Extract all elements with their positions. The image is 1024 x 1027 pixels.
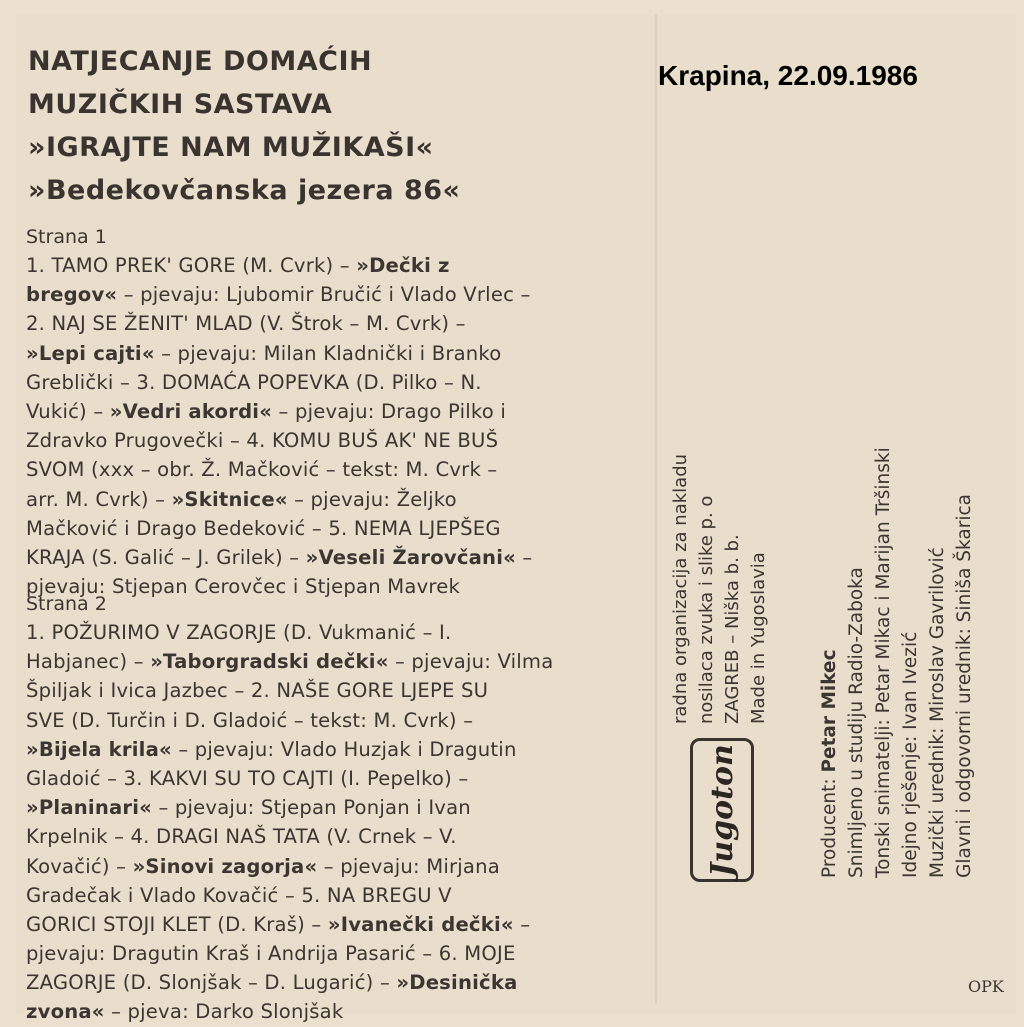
track-text: SVOM (xxx – obr. Ž. Mačković – tekst: M. Cvrk – <box>26 458 498 482</box>
track-text: SVE (D. Turčin i D. Gladoić – tekst: M. Cvrk) – <box>26 708 474 732</box>
track-text: – pjevaju: Željko <box>287 487 457 511</box>
printer-mark-icon <box>966 966 1004 1000</box>
track-line <box>26 397 532 426</box>
track-text: pjevaju: Dragutin Kraš i Andrija Pasarić – 6. MOJE <box>26 942 516 966</box>
track-line <box>26 514 532 543</box>
track-text: – pjevaju: Mirjana <box>317 854 500 878</box>
publisher-line: nosilaca zvuka i slike p. o <box>696 495 717 724</box>
track-text: – pjevaju: Stjepan Ponjan i Ivan <box>152 796 471 820</box>
band-name: zvona« <box>26 1000 105 1024</box>
producer-name: Petar Mikec <box>819 649 840 773</box>
track-line <box>26 735 553 764</box>
band-name: »Ivanečki dečki« <box>327 912 514 936</box>
band-name: »Bijela krila« <box>26 737 172 761</box>
producer-label: Producent: <box>819 772 840 878</box>
track-line <box>26 910 553 939</box>
credit-line: Snimljeno u studiju Radio-Zaboka <box>846 567 867 878</box>
track-line <box>26 251 532 280</box>
band-name: »Vedri akordi« <box>109 399 273 423</box>
track-line <box>26 309 532 338</box>
track-text: arr. M. Cvrk) – <box>26 487 172 511</box>
band-name: »Lepi cajti« <box>26 341 155 365</box>
track-line <box>26 881 553 910</box>
track-text: – pjeva: Darko Slonjšak <box>104 1000 344 1024</box>
track-line <box>26 968 553 997</box>
track-line <box>26 706 553 735</box>
side-2-tracklist <box>26 591 553 1027</box>
track-text: – pjevaju: Ljubomir Bručić i Vlado Vrlec – <box>117 283 531 307</box>
track-line <box>26 822 553 851</box>
track-line <box>26 368 532 397</box>
track-line <box>26 764 553 793</box>
band-name: »Taborgradski dečki« <box>150 650 389 674</box>
track-text: – pjevaju: Drago Pilko i <box>272 399 506 423</box>
track-text: Zdravko Prugovečki – 4. KOMU BUŠ AK' NE BUŠ <box>26 429 499 453</box>
side-1-label: Strana 1 <box>26 226 107 248</box>
track-line <box>26 852 553 881</box>
track-line <box>26 543 532 572</box>
band-name: »Planinari« <box>26 796 153 820</box>
band-name: »Desinička <box>396 971 518 995</box>
printer-mark-text: OPK <box>968 977 1004 996</box>
band-name: »Veseli Žarovčani« <box>305 545 516 569</box>
track-text: pjevaju: Stjepan Cerovčec i Stjepan Mavrek <box>26 575 461 599</box>
band-name: »Sinovi zagorja« <box>132 854 318 878</box>
credit-line: Glavni i odgovorni urednik: Siniša Škarica <box>954 493 975 878</box>
credits <box>816 447 978 878</box>
track-line <box>26 939 553 968</box>
track-text: 1. POŽURIMO V ZAGORJE (D. Vukmanić – I. <box>26 621 452 644</box>
side-2-label: Strana 2 <box>26 593 107 615</box>
divider <box>655 14 657 1004</box>
track-line <box>26 793 553 822</box>
track-line <box>26 997 553 1026</box>
track-text: – <box>513 912 531 936</box>
track-text: Mačković i Drago Bedeković – 5. NEMA LJEPŠEG <box>26 516 501 540</box>
publisher-line: Made in Yugoslavia <box>748 552 769 724</box>
track-text: Kovačić) – <box>26 854 133 878</box>
track-text: – <box>516 545 533 569</box>
track-text: – pjevaju: Milan Kladnički i Branko <box>154 341 502 365</box>
track-text: Vukić) – <box>26 399 110 423</box>
track-text: Greblički – 3. DOMAĆA POPEVKA (D. Pilko – N. <box>26 370 482 394</box>
title-line: MUZIČKIH SASTAVA <box>28 89 333 120</box>
track-text: Gradečak i Vlado Kovačić – 5. NA BREGU V <box>26 883 452 907</box>
credit-line: Muzički urednik: Miroslav Gavrilović <box>927 547 948 878</box>
track-line <box>26 485 532 514</box>
producer-line <box>816 447 843 878</box>
band-name: »Skitnice« <box>171 487 288 511</box>
track-line <box>26 618 553 647</box>
jugoton-logo <box>690 738 754 882</box>
band-name: »Dečki z <box>356 254 450 277</box>
track-line <box>26 455 532 484</box>
side-1-lines <box>26 251 532 601</box>
jugoton-logo-text: Jugoton <box>704 743 740 877</box>
title-line: »Bedekovčanska jezera 86« <box>28 175 461 206</box>
credit-line: Idejno rješenje: Ivan Ivezić <box>900 631 921 878</box>
band-name: bregov« <box>26 283 118 307</box>
publisher-line: ZAGREB – Niška b. b. <box>722 534 743 724</box>
track-text: – pjevaju: Vlado Huzjak i Dragutin <box>171 737 517 761</box>
track-text: Gladoić – 3. KAKVI SU TO CAJTI (I. Pepelko) – <box>26 766 469 790</box>
album-title <box>28 40 461 212</box>
track-text: 2. NAJ SE ŽENIT' MLAD (V. Štrok – M. Cvrk) – <box>26 312 466 336</box>
side-1-tracklist <box>26 224 532 601</box>
credit-line: Tonski snimatelji: Petar Mikac i Marijan Tršinski <box>873 447 894 878</box>
date-location-label: Krapina, 22.09.1986 <box>658 60 918 91</box>
track-text: – pjevaju: Vilma <box>388 650 554 674</box>
title-line: NATJECANJE DOMAĆIH <box>28 46 373 77</box>
track-line <box>26 280 532 309</box>
track-text: 1. TAMO PREK' GORE (M. Cvrk) – <box>26 254 357 277</box>
track-line <box>26 647 553 676</box>
track-text: Habjanec) – <box>26 650 151 674</box>
title-line: »IGRAJTE NAM MUŽIKAŠI« <box>28 132 434 163</box>
track-line <box>26 676 553 705</box>
track-text: Krpelnik – 4. DRAGI NAŠ TATA (V. Crnek – V. <box>26 825 457 849</box>
track-text: KRAJA (S. Galić – J. Grilek) – <box>26 545 306 569</box>
track-text: Špiljak i Ivica Jazbec – 2. NAŠE GORE LJEPE SU <box>26 679 489 703</box>
publisher-line: radna organizacija za nakladu <box>670 453 691 724</box>
track-line <box>26 339 532 368</box>
track-text: GORICI STOJI KLET (D. Kraš) – <box>26 912 328 936</box>
publisher-info <box>668 454 772 724</box>
track-text: ZAGORJE (D. Slonjšak – D. Lugarić) – <box>26 971 397 995</box>
side-2-lines <box>26 618 553 1027</box>
track-line <box>26 426 532 455</box>
